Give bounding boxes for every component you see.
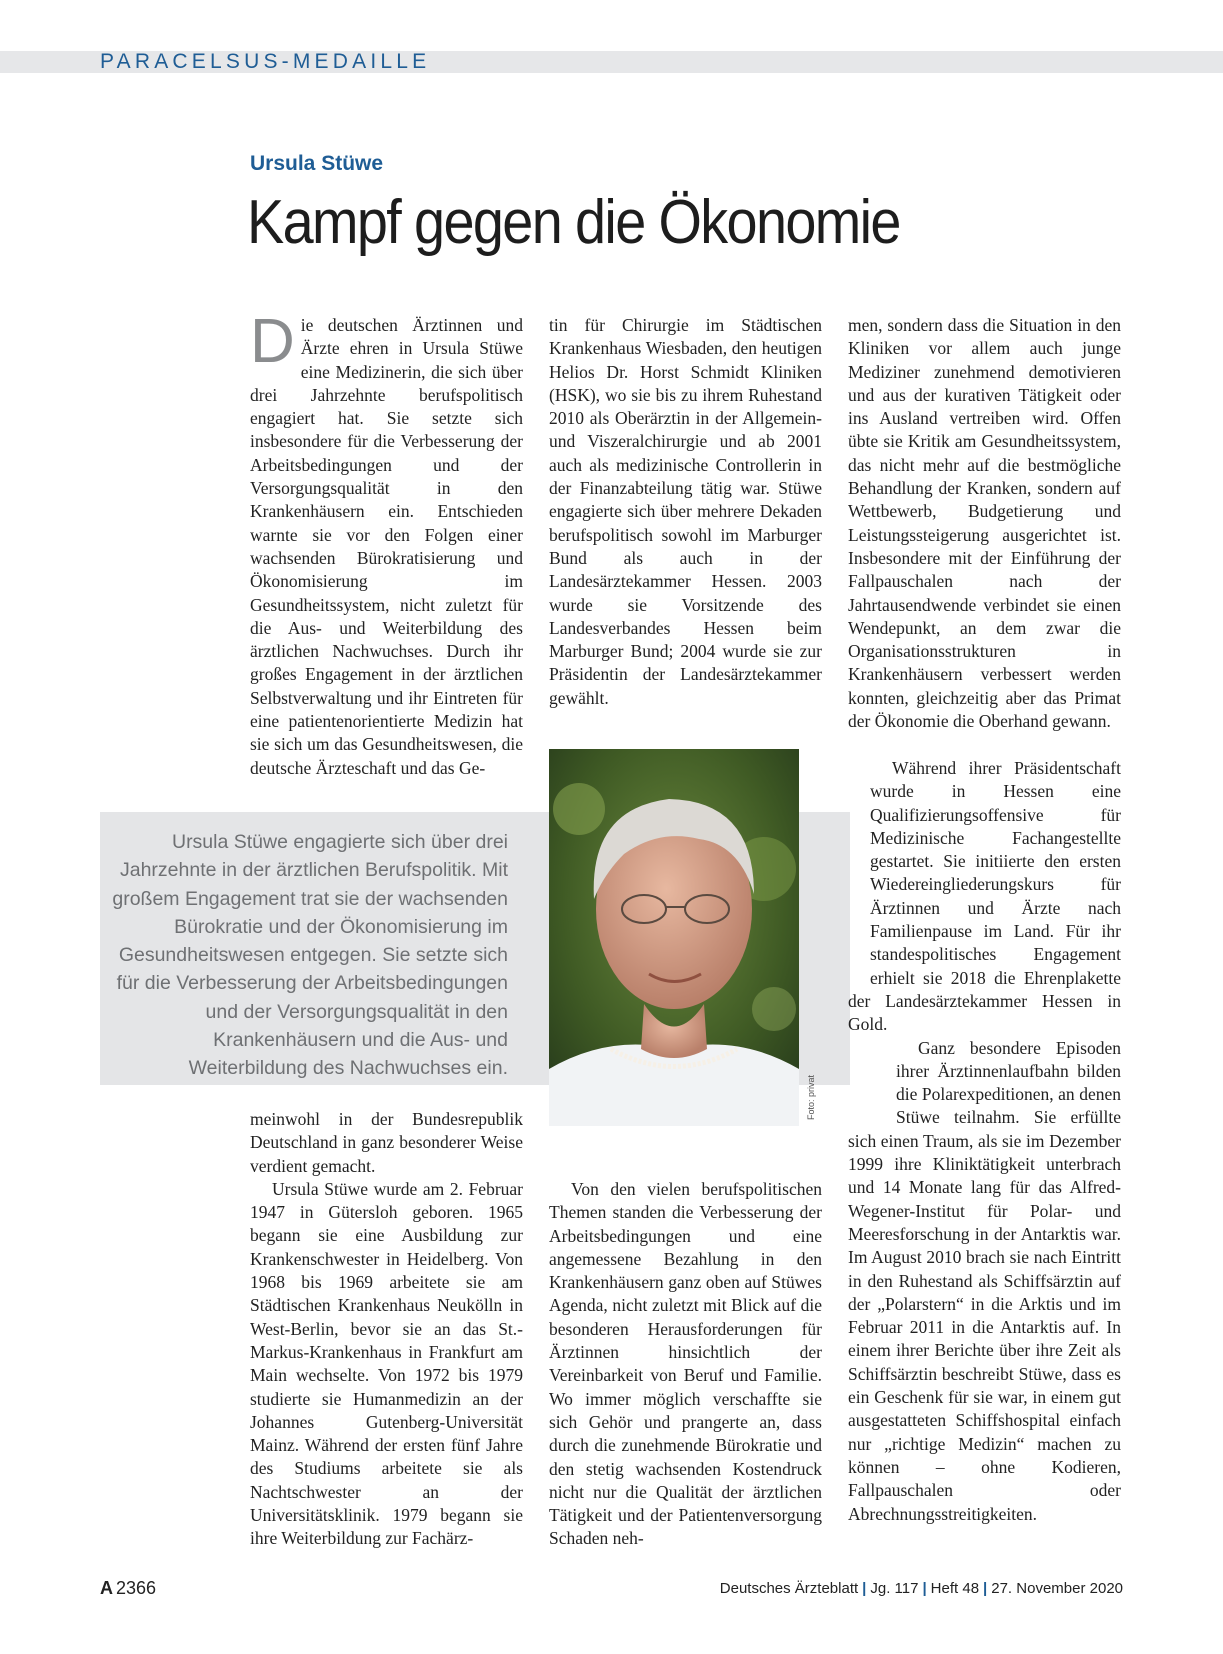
portrait-photo (549, 749, 799, 1126)
page-number (100, 1578, 156, 1599)
col2-top-text: tin für Chirurgie im Städtischen Krankenhaus Wiesbaden, den heutigen Helios Dr. Horst Schmidt Kliniken (HSK), wo sie bis zu ihrem Ruhestand 2010 als Oberärztin in der Allgemein- und Viszeralchirurgie und ab 2001 auch als medizinische Controllerin in der Finanzabteilung tätig war. Stüwe engagierte sich über mehrere Dekaden berufspolitisch sowohl im Marburger Bund als auch in der Landesärztekammer Hessen. 2003 wurde sie Vorsitzende des Landesverbandes Hessen beim Marburger Bund; 2004 wurde sie zur Präsidentin der Landesärztekammer gewählt. (549, 315, 822, 708)
journal-volume: Jg. 117 (870, 1580, 919, 1597)
col1-bottom-p1: meinwohl in der Bundesrepublik Deutschland in ganz besonderer Weise verdient gemacht. (250, 1109, 523, 1176)
page-prefix: A (100, 1578, 113, 1598)
portrait-image (549, 749, 799, 1126)
article-author: Ursula Stüwe (250, 152, 384, 175)
pullquote: Ursula Stüwe engagierte sich über drei Jahrzehnte in der ärztlichen Berufspolitik. Mit großem Engagement trat sie der wachsenden Bürokratie und der Ökonomisierung im Gesundheitswesen entgegen. Sie setzte sich für die Verbesserung der Arbeitsbedingungen und der Versorgungsqualität in den Krankenhäusern und die Aus- und Weiterbildung des Nachwuchses ein. (112, 831, 508, 1080)
journal-footer: Deutsches Ärzteblatt | Jg. 117 | Heft 48 | 27. November 2020 (719, 1580, 1123, 1597)
journal-issue: Heft 48 (930, 1580, 980, 1597)
photo-credit: Foto: privat (806, 1074, 816, 1120)
column-1-bottom (250, 1108, 523, 1551)
journal-name: Deutsches Ärzteblatt (719, 1580, 859, 1597)
column-2-top (549, 314, 822, 710)
drop-cap: D (250, 307, 295, 376)
col3-top-text: men, sondern dass die Situation in den Kliniken vor allem auch junge Mediziner zunehmend demotivieren und aus der kurativen Tätigkeit oder ins Ausland vertreiben wird. Offen übte sie Kritik am Gesundheitssystem, das nicht mehr auf die bestmögliche Behandlung der Kranken, sondern auf Wettbewerb, Budgetierung und Leistungssteigerung ausgerichtet ist. Insbesondere mit der Einführung der Fallpauschalen nach der Jahrtausendwende verbindet sie einen Wendepunkt, an dem zwar die Organisationsstrukturen in Krankenhäusern verbessert werden konnten, gleichzeitig aber das Primat der Ökonomie die Oberhand gewann. (848, 315, 1121, 732)
journal-date: 27. November 2020 (991, 1580, 1123, 1597)
column-3-top (848, 314, 1121, 733)
section-label: PARACELSUS-MEDAILLE (100, 50, 431, 73)
col1-top-text: ie deutschen Ärztinnen und Ärzte ehren in Ursula Stüwe eine Medizinerin, die sich über drei Jahrzehnte berufspolitisch engagiert hat. Sie setzte sich insbesondere für die Verbesserung der Arbeitsbedingungen und der Versorgungsqualität in den Krankenhäusern ein. Entschieden warnte sie vor den Folgen einer wachsenden Bürokratisierung und Ökonomisierung im Gesundheitssystem, nicht zuletzt für die Aus- und Weiterbildung des ärztlichen Nachwuchses. Durch ihr großes Engagement in der ärztlichen Selbstverwaltung und ihr Eintreten für eine patientenorientierte Medizin hat sie sich um das Gesundheitswesen, die deutsche Ärzteschaft und das Ge- (250, 315, 523, 778)
column-3-bottom (848, 757, 1121, 1526)
column-2-bottom (549, 1178, 822, 1551)
column-1-top (250, 307, 523, 780)
page-number-value: 2366 (116, 1578, 157, 1598)
col2-bottom-text: Von den vielen berufspolitischen Themen standen die Verbesserung der Arbeitsbedingungen und eine angemessene Bezahlung in den Krankenhäusern ganz oben auf Stüwes Agenda, nicht zuletzt mit Blick auf die besonderen Herausforderungen für Ärztinnen hinsichtlich der Vereinbarkeit von Beruf und Familie. Wo immer möglich verschaffte sie sich Gehör und prangerte an, dass durch die zunehmende Bürokratie und den stetig wachsenden Kostendruck nicht nur die Qualität der ärztlichen Tätigkeit und der Patientenversorgung Schaden neh- (549, 1179, 822, 1549)
article-headline: Kampf gegen die Ökonomie (247, 188, 900, 257)
col3-p3: Ganz besondere Episoden ihrer Ärztinnenlaufbahn bilden die Polarexpeditionen, an denen Stüwe teilnahm. Sie erfüllte sich einen Traum, als sie im Dezember 1999 ihre Kliniktätigkeit unterbrach und 14 Monate lang für das Alfred-Wegener-Institut für Polar- und Meeresforschung in der Antarktis war. Im August 2010 brach sie nach Eintritt in den Ruhestand als Schiffsärztin auf der „Polarstern“ in die Arktis und im Februar 2011 in die Antarktis auf. In einem ihrer Berichte über ihre Zeit als Schiffsärztin beschreibt Stüwe, dass es ein Geschenk für sie war, in einem gut ausgestatteten Schiffshospital einfach nur „richtige Medizin“ machen zu können – ohne Kodieren, Fallpauschalen oder Abrechnungsstreitigkeiten. (848, 1037, 1121, 1524)
col3-p2: Während ihrer Präsidentschaft wurde in Hessen eine Qualifizierungsoffensive für Medizinische Fachangestellte gestartet. Sie initiierte den ersten Wiedereingliederungskurs für Ärztinnen und Ärzte nach Familienpause im Land. Für ihr standespolitisches Engagement erhielt sie 2018 die Ehrenplakette der Landesärztekammer Hessen in Gold. (848, 758, 1121, 1035)
col1-bottom-p2: Ursula Stüwe wurde am 2. Februar 1947 in Gütersloh geboren. 1965 begann sie eine Ausbildung zur Krankenschwester in Heidelberg. Von 1968 bis 1969 arbeitete sie am Städtischen Krankenhaus Neukölln in West-Berlin, bevor sie an das St.-Markus-Krankenhaus in Frankfurt am Main wechselte. Von 1972 bis 1979 studierte sie Humanmedizin an der Johannes Gutenberg-Universität Mainz. Während der ersten fünf Jahre des Studiums arbeitete sie als Nachtschwester an der Universitätsklinik. 1979 begann sie ihre Weiterbildung zur Fachärz- (250, 1178, 523, 1549)
